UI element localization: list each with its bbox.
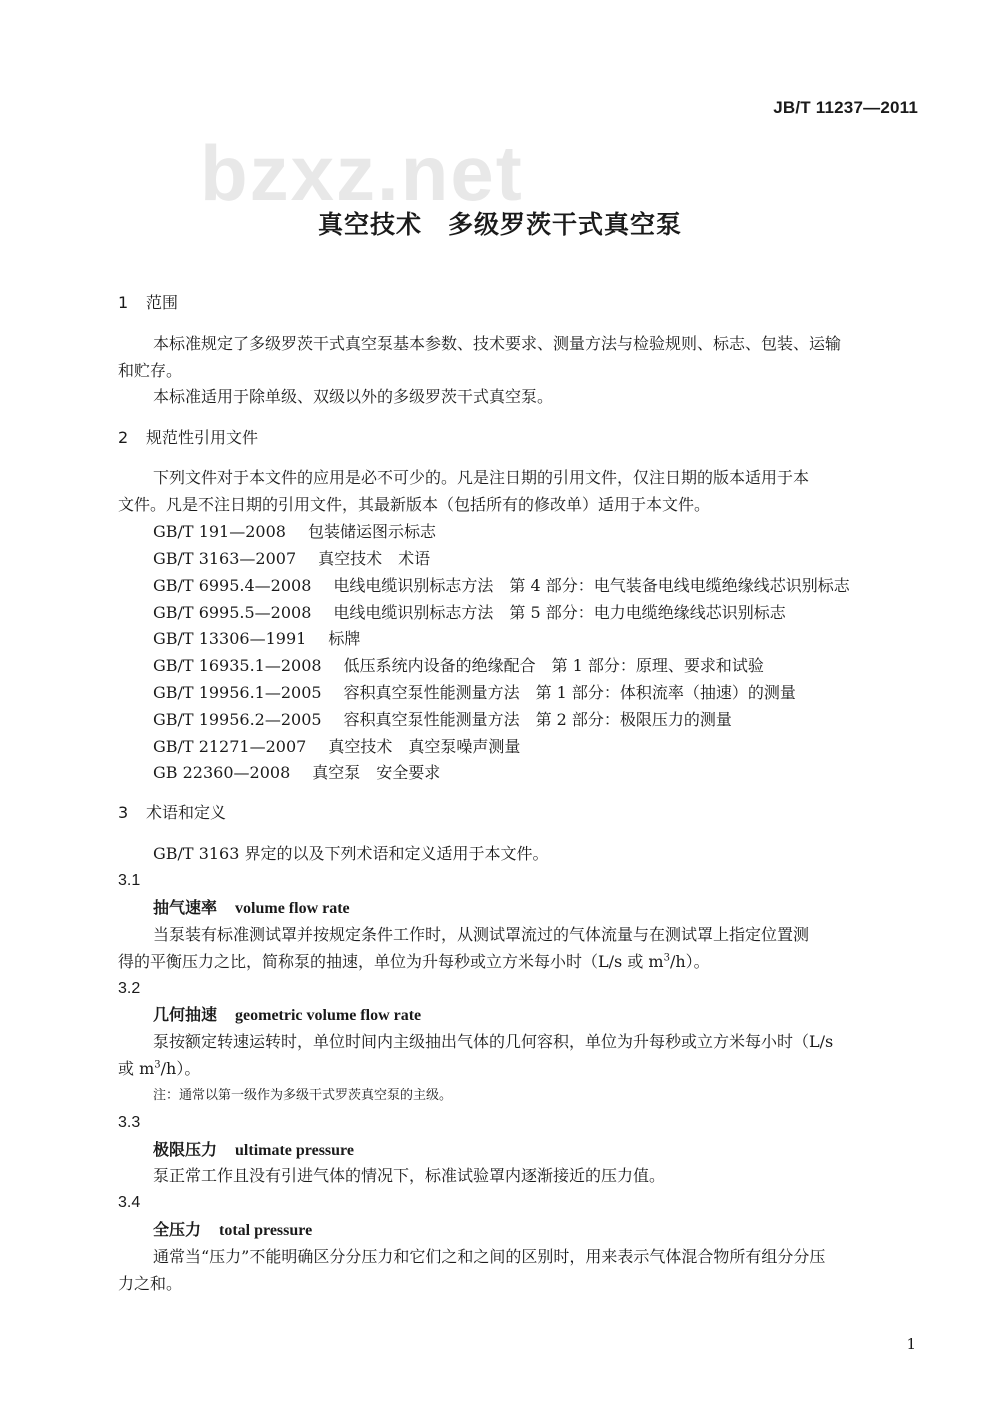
section-title: 规范性引用文件	[146, 428, 259, 447]
definition-line: 泵按额定转速运转时，单位时间内主级抽出气体的几何容积，单位为升每秒或立方米每小时（L/s	[153, 1032, 834, 1051]
section-title: 范围	[146, 293, 179, 312]
section-number: 1	[118, 293, 129, 312]
section-title: 术语和定义	[146, 803, 227, 822]
section-3-heading	[118, 802, 226, 824]
reference-item: GB/T 13306—1991 标牌	[153, 629, 361, 648]
reference-item: GB/T 191—2008 包装储运图示标志	[153, 522, 436, 541]
reference-item: GB/T 3163—2007 真空技术 术语	[153, 549, 431, 568]
reference-item: GB/T 6995.4—2008 电线电缆识别标志方法 第 4 部分：电气装备电线电缆绝缘线芯识别标志	[153, 576, 850, 595]
definition-line: 通常当“压力”不能明确区分分压力和它们之和之间的区别时，用来表示气体混合物所有组分分压	[153, 1247, 826, 1266]
clause-number: 3.2	[118, 980, 141, 997]
clause-number: 3.4	[118, 1194, 141, 1211]
reference-item: GB 22360—2008 真空泵 安全要求	[153, 763, 441, 782]
definition-line: 力之和。	[118, 1274, 183, 1293]
term-heading: 全压力 total pressure	[153, 1220, 313, 1239]
definition-line: 得的平衡压力之比，简称泵的抽速，单位为升每秒或立方米每小时（L/s 或 $m^3/h$）。	[118, 952, 710, 971]
reference-item: GB/T 19956.1—2005 容积真空泵性能测量方法 第 1 部分：体积流率（抽速）的测量	[153, 683, 796, 702]
paragraph-line: 本标准适用于除单级、双级以外的多级罗茨干式真空泵。	[153, 387, 554, 406]
definition-line: 当泵装有标准测试罩并按规定条件工作时，从测试罩流过的气体流量与在测试罩上指定位置测	[153, 925, 810, 944]
note-text: 注：通常以第一级作为多级干式罗茨真空泵的主级。	[153, 1088, 453, 1103]
section-number: 2	[118, 428, 129, 447]
term-heading: 抽气速率 volume flow rate	[153, 898, 350, 917]
paragraph-line: 文件。凡是不注日期的引用文件，其最新版本（包括所有的修改单）适用于本文件。	[118, 495, 711, 514]
paragraph-line: 和贮存。	[118, 361, 183, 380]
section-1-heading	[118, 292, 178, 314]
definition-line: 泵正常工作且没有引进气体的情况下，标准试验罩内逐渐接近的压力值。	[153, 1166, 666, 1185]
paragraph-line: 下列文件对于本文件的应用是必不可少的。凡是注日期的引用文件，仅注日期的版本适用于本	[153, 468, 810, 487]
term-heading: 几何抽速 geometric volume flow rate	[153, 1005, 422, 1024]
term-heading: 极限压力 ultimate pressure	[153, 1140, 354, 1159]
watermark: bzxz.net	[200, 129, 524, 217]
paragraph-line: 本标准规定了多级罗茨干式真空泵基本参数、技术要求、测量方法与检验规则、标志、包装、运输	[153, 334, 842, 353]
clause-number: 3.1	[118, 872, 141, 889]
definition-line: 或 $m^3/h$）。	[118, 1059, 201, 1078]
paragraph-line: GB/T 3163 界定的以及下列术语和定义适用于本文件。	[153, 844, 549, 863]
reference-item: GB/T 21271—2007 真空技术 真空泵噪声测量	[153, 737, 521, 756]
section-number: 3	[118, 803, 129, 822]
standard-code: JB/T 11237—2011	[773, 98, 918, 117]
reference-item: GB/T 16935.1—2008 低压系统内设备的绝缘配合 第 1 部分：原理、要求和试验	[153, 656, 764, 675]
section-2-heading	[118, 427, 258, 449]
page-number: 1	[906, 1335, 916, 1353]
page-title: 真空技术 多级罗茨干式真空泵	[317, 210, 682, 239]
clause-number: 3.3	[118, 1114, 141, 1131]
reference-item: GB/T 19956.2—2005 容积真空泵性能测量方法 第 2 部分：极限压力的测量	[153, 710, 732, 729]
reference-item: GB/T 6995.5—2008 电线电缆识别标志方法 第 5 部分：电力电缆绝缘线芯识别标志	[153, 603, 786, 622]
